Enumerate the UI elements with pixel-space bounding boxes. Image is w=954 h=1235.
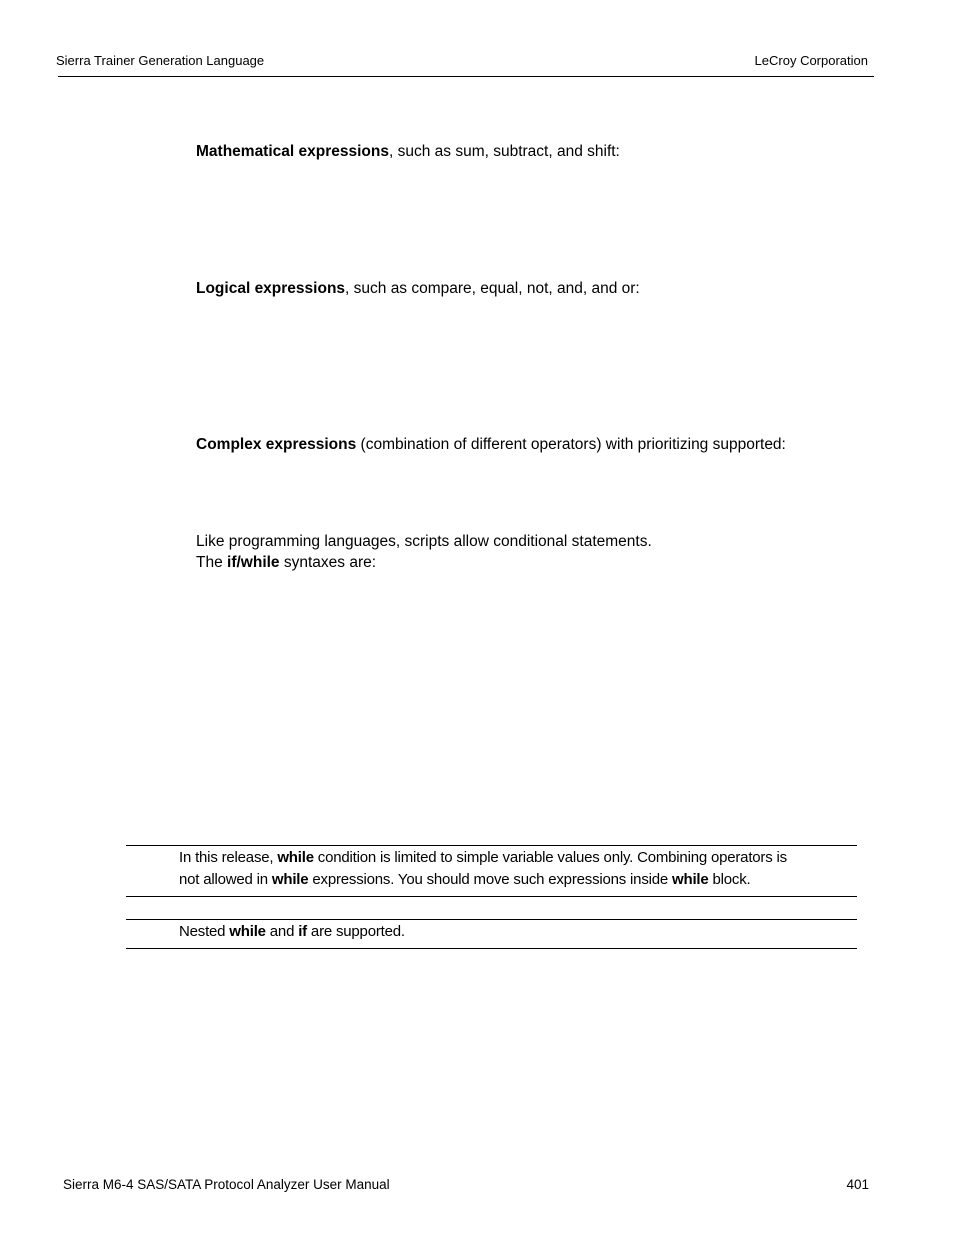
math-expressions-text: , such as sum, subtract, and shift: bbox=[388, 143, 620, 160]
note1-keyword: while bbox=[672, 871, 709, 888]
conditional-statements-line: Like programming languages, scripts allow conditional statements. bbox=[196, 533, 652, 550]
logical-expressions-term: Logical expressions bbox=[196, 280, 346, 297]
note2-top-rule bbox=[126, 919, 857, 920]
complex-expressions-paragraph bbox=[196, 434, 786, 455]
note1-keyword: while bbox=[277, 849, 314, 866]
logical-expressions-text: , such as compare, equal, not, and, and or: bbox=[345, 280, 640, 297]
if-while-prefix: The bbox=[196, 554, 228, 571]
math-expressions-paragraph bbox=[196, 141, 620, 162]
complex-expressions-term: Complex expressions bbox=[196, 436, 357, 453]
if-while-syntax-line bbox=[196, 552, 376, 573]
note1-bottom-rule bbox=[126, 896, 857, 897]
if-while-suffix: syntaxes are: bbox=[279, 554, 377, 571]
note1-text: In this release, bbox=[179, 849, 278, 866]
note1-line2 bbox=[179, 869, 750, 891]
running-header-company: LeCroy Corporation bbox=[754, 53, 868, 68]
logical-expressions-paragraph bbox=[196, 278, 640, 299]
if-while-keyword: if/while bbox=[227, 554, 280, 571]
footer-manual-title: Sierra M6-4 SAS/SATA Protocol Analyzer User Manual bbox=[63, 1177, 390, 1192]
header-divider bbox=[58, 76, 874, 77]
note2-keyword: if bbox=[298, 923, 307, 940]
note2-line bbox=[179, 921, 405, 943]
note2-bottom-rule bbox=[126, 948, 857, 949]
note1-text: condition is limited to simple variable values only. Combining operators is bbox=[313, 849, 787, 866]
note1-text: block. bbox=[708, 871, 751, 888]
math-expressions-term: Mathematical expressions bbox=[196, 143, 389, 160]
note1-text: not allowed in bbox=[179, 871, 272, 888]
note2-text: are supported. bbox=[306, 923, 405, 940]
note1-keyword: while bbox=[271, 871, 309, 888]
complex-expressions-text: (combination of different operators) with prioritizing supported: bbox=[356, 436, 786, 453]
note1-line1 bbox=[179, 847, 787, 869]
running-header-title: Sierra Trainer Generation Language bbox=[56, 53, 265, 68]
note2-text: and bbox=[265, 923, 299, 940]
note2-keyword: while bbox=[229, 923, 266, 940]
footer-page-number: 401 bbox=[846, 1177, 869, 1192]
note1-top-rule bbox=[126, 845, 857, 846]
note1-text: expressions. You should move such expressions inside bbox=[308, 871, 673, 888]
note2-text: Nested bbox=[179, 923, 230, 940]
